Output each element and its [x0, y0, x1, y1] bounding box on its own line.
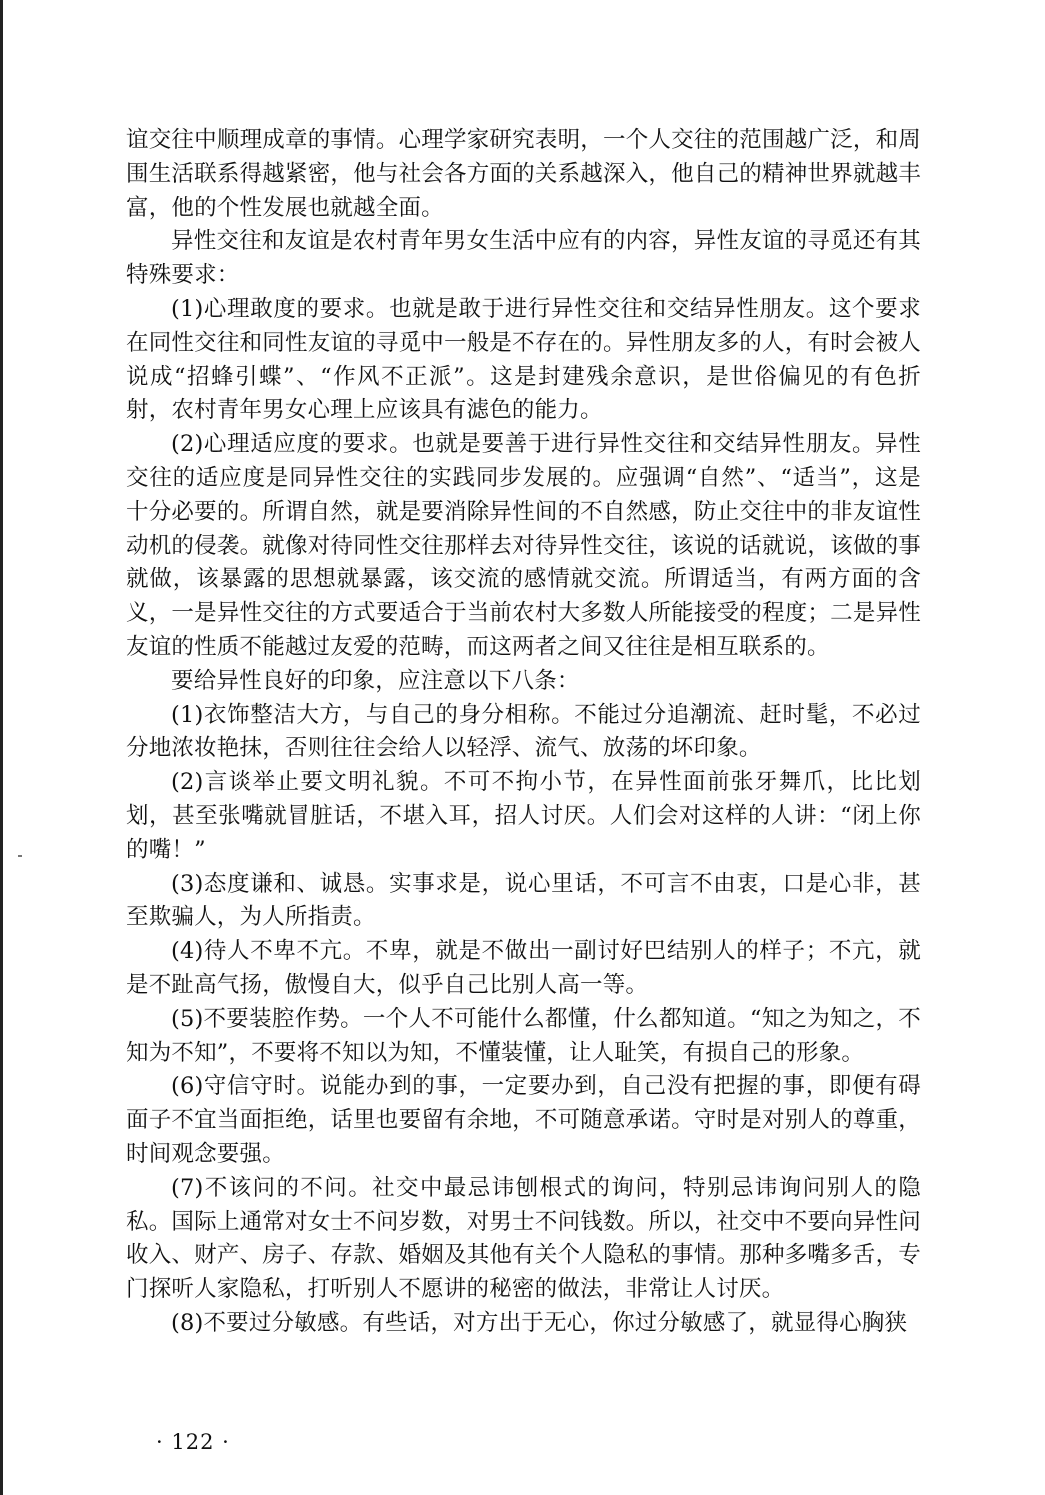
paragraph-12: (7)不该问的不问。社交中最忌讳刨根式的询问，特别忌讳询问别人的隐私。国际上通常对女士不问岁数，对男士不问钱数。所以，社交中不要向异性问收入、财产、房子、存款、婚姻及其他有关个人隐私的事情。那种多嘴多舌，专门探听人家隐私，打听别人不愿讲的秘密的做法，非常让人讨厌。: [126, 1174, 921, 1303]
paragraph-4: (2)心理适应度的要求。也就是要善于进行异性交往和交结异性朋友。异性交往的适应度是同异性交往的实践同步发展的。应强调“自然”、“适当”，这是十分必要的。所谓自然，就是要消除异性间的不自然感，防止交往中的非友谊性动机的侵袭。就像对待同性交往那样去对待异性交往，该说的话就说，该做的事就做，该暴露的思想就暴露，该交流的感情就交流。所谓适当，有两方面的含义，一是异性交往的方式要适合于当前农村大多数人所能接受的程度；二是异性友谊的性质不能越过友爱的范畴，而这两者之间又往往是相互联系的。: [126, 431, 921, 660]
paragraph-9: (4)待人不卑不亢。不卑，就是不做出一副讨好巴结别人的样子；不亢，就是不趾高气扬，傲慢自大，似乎自己比别人高一等。: [126, 938, 921, 998]
paragraph-7: (2)言谈举止要文明礼貌。不可不拘小节，在异性面前张牙舞爪，比比划划，甚至张嘴就冒脏话，不堪入耳，招人讨厌。人们会对这样的人讲：“闭上你的嘴！”: [126, 769, 921, 863]
paragraph-3: (1)心理敢度的要求。也就是敢于进行异性交往和交结异性朋友。这个要求在同性交往和同性友谊的寻觅中一般是不存在的。异性朋友多的人，有时会被人说成“招蜂引蝶”、“作风不正派”。这是封建残余意识，是世俗偏见的有色折射，农村青年男女心理上应该具有滤色的能力。: [126, 295, 921, 424]
paragraph-2: 异性交往和友谊是农村青年男女生活中应有的内容，异性友谊的寻觅还有其特殊要求：: [126, 228, 921, 289]
page-number: · 122 ·: [156, 1430, 230, 1454]
paragraph-11: (6)守信守时。说能办到的事，一定要办到，自己没有把握的事，即便有碍面子不宜当面拒绝，话里也要留有余地，不可随意承诺。守时是对别人的尊重，时间观念要强。: [126, 1073, 921, 1167]
paragraph-13: (8)不要过分敏感。有些话，对方出于无心，你过分敏感了，就显得心胸狭: [171, 1309, 908, 1336]
paragraph-5: 要给异性良好的印象，应注意以下八条：: [171, 667, 580, 694]
scan-page-edge: [0, 0, 3, 1495]
scan-speck: [18, 855, 22, 857]
paragraph-6: (1)衣饰整洁大方，与自己的身分相称。不能过分追潮流、赶时髦，不必过分地浓妆艳抹，否则往往会给人以轻浮、流气、放荡的坏印象。: [126, 701, 921, 762]
paragraph-10: (5)不要装腔作势。一个人不可能什么都懂，什么都知道。“知之为知之，不知为不知”，不要将不知以为知，不懂装懂，让人耻笑，有损自己的形象。: [126, 1005, 921, 1066]
page-body: [126, 124, 921, 1341]
paragraph-8: (3)态度谦和、诚恳。实事求是，说心里话，不可言不由衷，口是心非，甚至欺骗人，为人所指责。: [126, 870, 921, 931]
paragraph-1: 谊交往中顺理成章的事情。心理学家研究表明，一个人交往的范围越广泛，和周围生活联系得越紧密，他与社会各方面的关系越深入，他自己的精神世界就越丰富，他的个性发展也就越全面。: [126, 127, 921, 221]
